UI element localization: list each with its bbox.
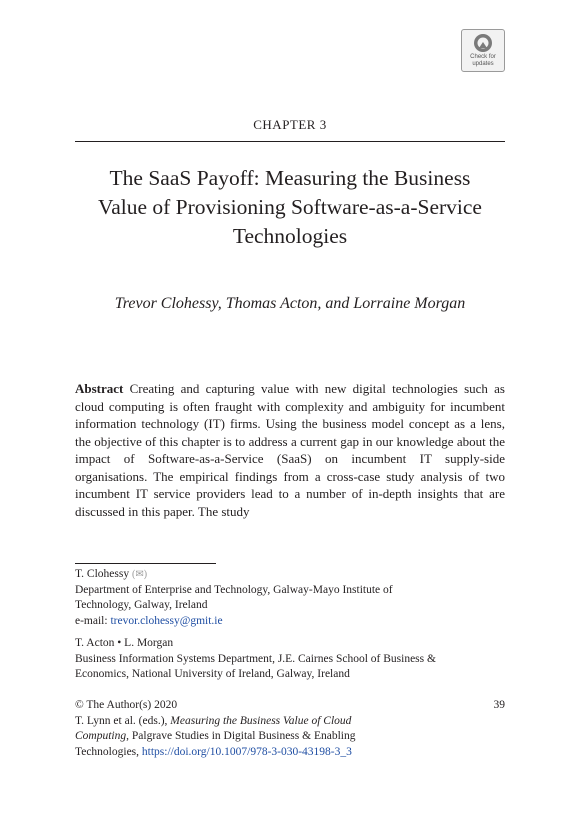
mail-icon: (✉) [131, 569, 148, 580]
check-for-updates-label: Check for updates [470, 54, 496, 67]
doi-link[interactable]: https://doi.org/10.1007/978-3-030-43198-3_3 [141, 745, 352, 758]
email-line [75, 614, 505, 630]
citation-line-1 [75, 714, 455, 730]
affiliation-clohessy [75, 567, 505, 629]
email-link[interactable]: trevor.clohessy@gmit.ie [110, 614, 223, 627]
title-line-1: The SaaS Payoff: Measuring the Business [109, 166, 471, 190]
citation-line-3 [75, 745, 455, 761]
abstract-heading: Abstract [75, 381, 124, 396]
citation-editors: T. Lynn et al. (eds.), [75, 714, 171, 727]
chapter-title [75, 164, 505, 251]
series-name-end: Technologies, [75, 745, 142, 758]
abstract-paragraph [75, 380, 505, 520]
author-list: Trevor Clohessy, Thomas Acton, and Lorraine Morgan [114, 295, 466, 312]
affiliation-line-2: Technology, Galway, Ireland [75, 599, 208, 611]
chapter-divider [75, 141, 505, 142]
title-line-3: Technologies [232, 224, 348, 248]
copyright-block [75, 698, 455, 760]
book-title-part-2: Computing [75, 730, 127, 742]
email-label: e-mail: [75, 614, 111, 627]
check-for-updates-icon [473, 33, 493, 53]
affiliation-acton-morgan [75, 636, 505, 683]
abstract-text: Creating and capturing value with new digital technologies such as cloud computing is often fraught with complexity and ambiguity for incumbent information technology (IT) firms. Using the business model concept as a lens, the objective of this chapter is to address a current gap in our knowledge about the impact of Software-as-a-Service (SaaS) on incumbent IT supply-side organisations. The empirical findings from a cross-case study analysis of two incumbent IT service providers lead to a number of in-depth insights that are discussed in this paper. The study [75, 381, 505, 519]
copyright-line: © The Author(s) 2020 [75, 699, 178, 711]
affiliation-line-1: Business Information Systems Department, J.E. Cairnes School of Business & [75, 652, 436, 665]
chapter-label: CHAPTER 3 [253, 117, 327, 132]
footnote-divider [75, 563, 216, 564]
affiliation-name-line [75, 567, 505, 583]
series-name: , Palgrave Studies in Digital Business & Enabling [126, 730, 356, 742]
affiliation-line-2: Economics, National University of Ireland, Galway, Ireland [75, 668, 350, 680]
check-for-updates-badge[interactable] [461, 29, 505, 72]
title-line-2: Value of Provisioning Software-as-a-Service [98, 195, 482, 219]
affiliation-line-1: Department of Enterprise and Technology, Galway-Mayo Institute of [75, 583, 393, 596]
author-name: T. Clohessy [75, 568, 130, 580]
citation-line-2 [75, 729, 455, 745]
book-title-part-1: Measuring the Business Value of Cloud [170, 714, 352, 727]
page-number: 39 [493, 699, 505, 711]
author-names: T. Acton • L. Morgan [75, 637, 174, 649]
